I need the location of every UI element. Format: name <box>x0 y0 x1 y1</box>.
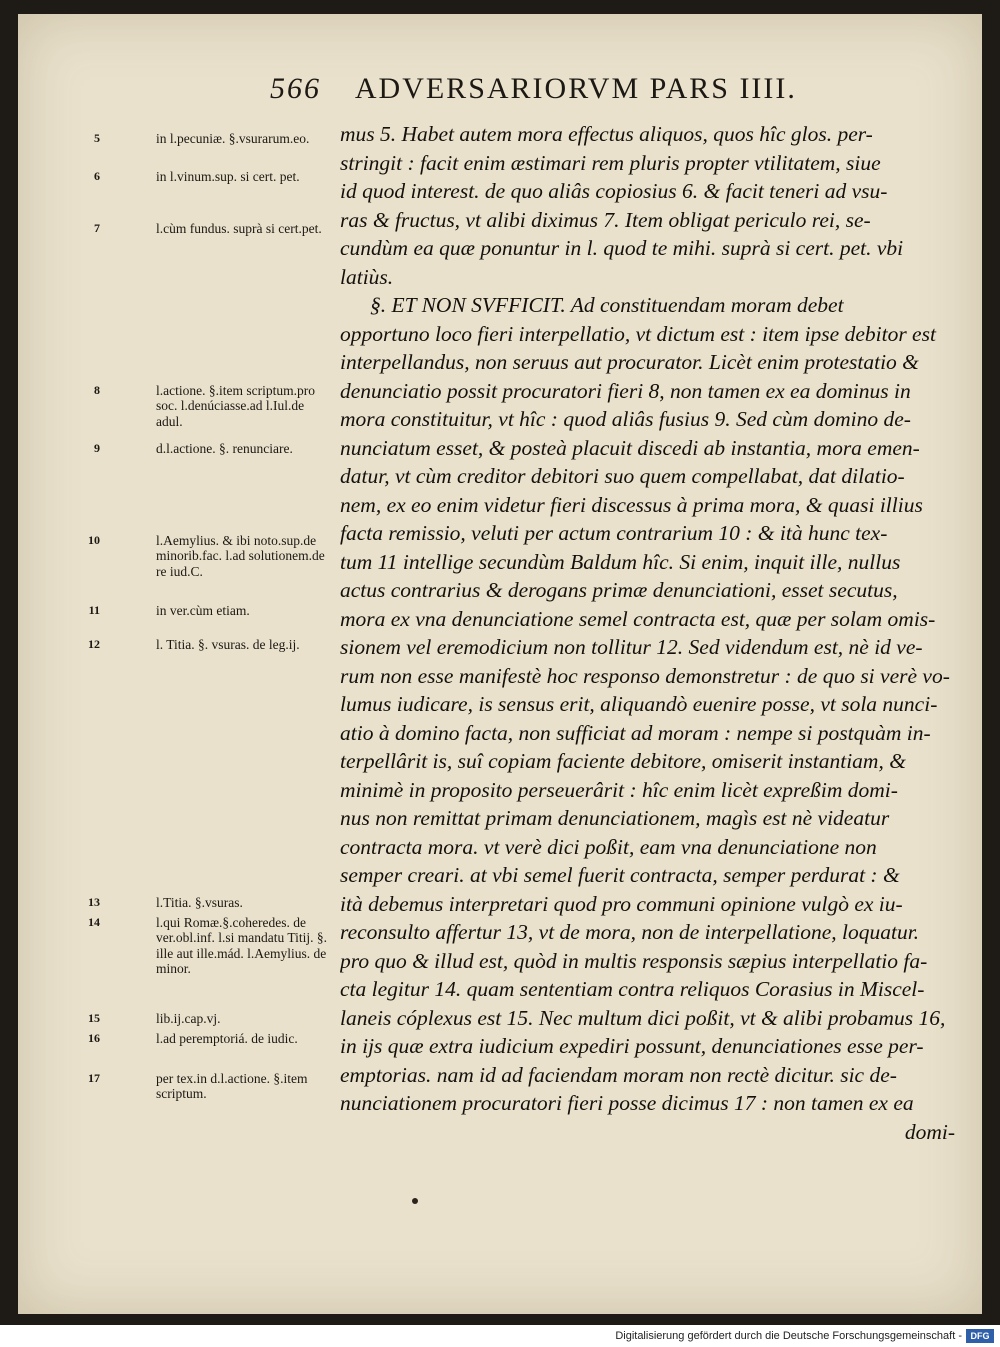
margin-note: 14 l.qui Romæ.§.coheredes. de ver.obl.inf. l.si mandatu Titij. §. ille aut ille.mád. l.Aemylius. de minor. <box>88 915 328 977</box>
text-line: stringit : facit enim æstimari rem pluris propter vtilitatem, siue <box>340 150 881 175</box>
text-line: ras & fructus, vt alibi diximus 7. Item obligat periculo rei, se- <box>340 207 871 232</box>
margin-note: 12 l. Titia. §. vsuras. de leg.ij. <box>88 637 300 652</box>
text-line: nunciationem procuratori fieri posse dicimus 17 : non tamen ex ea <box>340 1091 914 1115</box>
text-line: datur, vt cùm creditor debitori suo quem compellabat, dat dilatio- <box>340 464 905 488</box>
margin-note: 6 in l.vinum.sup. si cert. pet. <box>94 169 300 184</box>
text-line: nus non remittat primam denunciationem, magìs est nè videatur <box>340 806 890 830</box>
margin-note: 5 in l.pecuniæ. §.vsurarum.eo. <box>94 131 310 146</box>
text-line: atio à domino facta, non sufficiat ad moram : nempe si postquàm in- <box>340 720 931 745</box>
text-line: sionem vel eremodicium non tollitur 12. Sed videndum est, nè id ve- <box>340 635 923 659</box>
margin-note: 16 l.ad peremptoriá. de iudic. <box>88 1031 298 1046</box>
text-line: interpellandus, non seruus aut procurator. Licèt enim protestatio & <box>340 350 919 374</box>
text-line: mora constituitur, vt hîc : quod aliâs fusius 9. Sed cùm domino de- <box>340 407 911 431</box>
text-line: contracta mora. vt verè dici poßit, eam vna denunciatione non <box>340 834 877 859</box>
margin-note: 10 l.Aemylius. & ibi noto.sup.de minorib.fac. l.ad solutionem.de re iud.C. <box>88 533 325 579</box>
page-number: 566 <box>270 72 321 105</box>
section-heading-line: §. ET NON SVFFICIT. Ad constituendam moram debet <box>370 293 844 317</box>
margin-note: 11 in ver.cùm etiam. <box>88 603 250 618</box>
catchword: domi- <box>904 1119 955 1144</box>
text-line: lumus iudicare, is sensus erit, aliquandò euenire posse, vt sola nunci- <box>340 692 938 716</box>
text-line: tum 11 intellige secundùm Baldum hîc. Si enim, inquit ille, nullus <box>340 549 901 574</box>
text-line: facta remissio, veluti per actum contrarium 10 : & ità hunc tex- <box>340 521 888 545</box>
text-line: actus contrarius & derogans primæ denunciationi, esset secutus, <box>340 578 898 602</box>
ink-dot <box>412 1198 418 1204</box>
digitization-footer <box>0 1325 1000 1347</box>
text-line: denunciatio possit procuratori fieri 8, non tamen ex ea dominus in <box>340 378 911 403</box>
margin-note: 15 lib.ij.cap.vj. <box>88 1011 221 1026</box>
text-line: rum non esse manifestè hoc responso demonstretur : de quo si verè vo- <box>340 663 950 688</box>
text-line: nunciatum esset, & posteà placuit discedi ab instantia, mora emen- <box>340 435 920 460</box>
text-line: mora ex vna denunciatione semel contracta est, quæ per solam omis- <box>340 606 936 631</box>
footer-credit: Digitalisierung gefördert durch die Deutsche Forschungsgemeinschaft - <box>615 1330 962 1342</box>
text-line: reconsulto affertur 13, vt de mora, non de interpellatione, loquatur. <box>340 920 920 944</box>
main-text <box>340 120 955 1146</box>
text-line: emptorias. nam id ad faciendam moram non rectè dicitur. sic de- <box>340 1062 897 1087</box>
text-line: in ijs quæ extra iudicium expediri possunt, denunciationes esse per- <box>340 1034 924 1058</box>
text-line: ità debemus interpretari quod pro communi opinione vulgò ex iu- <box>340 891 903 916</box>
margin-note: 8 l.actione. §.item scriptum.pro soc. l.denúciasse.ad l.Iul.de adul. <box>94 383 315 429</box>
margin-note: 7 l.cùm fundus. suprà si cert.pet. <box>94 221 322 236</box>
text-line: opportuno loco fieri interpellatio, vt dictum est : item ipse debitor est <box>340 321 936 346</box>
text-line: pro quo & illud est, quòd in multis responsis sæpius interpellatio fa- <box>340 948 928 973</box>
text-line: semper creari. at vbi semel fuerit contracta, semper perdurat : & <box>340 863 900 887</box>
text-line: mus 5. Habet autem mora effectus aliquos, quos hîc glos. per- <box>340 122 873 146</box>
text-line: minimè in proposito perseuerârit : hîc enim licèt expreßim domi- <box>340 777 898 802</box>
text-line: terpellârit is, suî copiam faciente debitore, omiserit instantiam, & <box>340 749 906 773</box>
page-header <box>270 72 797 106</box>
text-line: cta legitur 14. quam sententiam contra reliquos Corasius in Miscel- <box>340 977 925 1001</box>
margin-note: 17 per tex.in d.l.actione. §.item scriptum. <box>88 1071 308 1102</box>
text-line: latiùs. <box>340 264 394 289</box>
text-line: laneis cóplexus est 15. Nec multum dici poßit, vt & alibi probamus 16, <box>340 1005 946 1030</box>
text-line: nem, ex eo enim videtur fieri discessus à prima mora, & quasi illius <box>340 492 923 517</box>
margin-note: 9 d.l.actione. §. renunciare. <box>94 441 293 456</box>
text-line: cundùm ea quæ ponuntur in l. quod te mihi. suprà si cert. pet. vbi <box>340 236 904 260</box>
margin-note: 13 l.Titia. §.vsuras. <box>88 895 243 910</box>
dfg-logo-icon: DFG <box>966 1329 994 1343</box>
text-line: id quod interest. de quo aliâs copiosius 6. & facit teneri ad vsu- <box>340 179 888 203</box>
running-title: ADVERSARIORVM PARS IIII. <box>354 72 797 105</box>
